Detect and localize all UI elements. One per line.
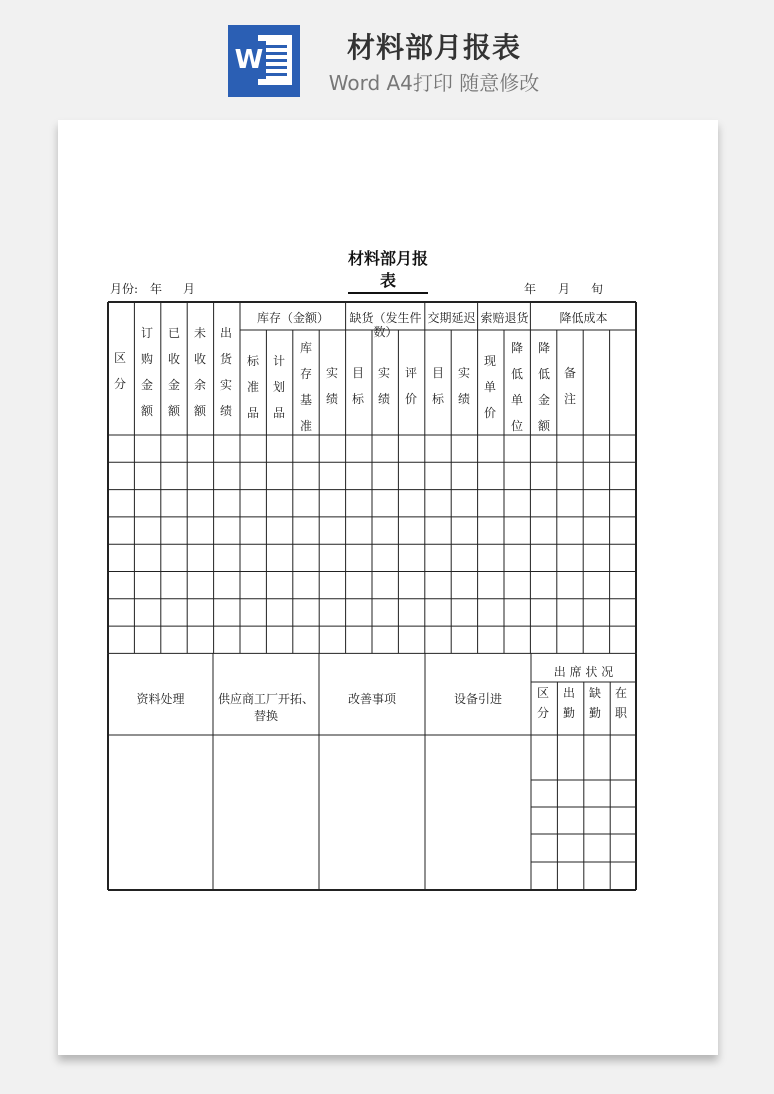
col-header-unreceived: 未收余额: [193, 326, 206, 418]
banner: [0, 0, 774, 110]
col-header-order-amount: 订购金额: [140, 326, 153, 418]
group-header-delay: 交期延迟: [427, 311, 476, 325]
document-page: [58, 120, 718, 1055]
banner-title: 材料部月报表: [346, 31, 521, 64]
sub-header-reduce-unit: 降低单位: [510, 341, 523, 433]
meta-month: 月: [183, 282, 196, 296]
col-header-received: 已收金额: [167, 326, 180, 418]
sub-header-remarks: 备注: [563, 366, 576, 406]
sub-header-planned: 计划品: [272, 354, 285, 420]
sub-header-shortage-eval: 评价: [404, 366, 417, 406]
meta-month-label: 月份:: [110, 282, 139, 296]
header-attendance: 出 席 状 况: [553, 665, 614, 679]
meta-right-month: 月: [558, 282, 571, 296]
table-grid: [58, 120, 718, 1055]
group-header-cost-reduction: 降低成本: [559, 311, 608, 325]
header-data-processing: 资料处理: [136, 692, 185, 706]
sub-header-inventory-actual: 实绩: [325, 366, 338, 406]
banner-subtitle: Word A4打印 随意修改: [328, 71, 540, 95]
header-equipment: 设备引进: [453, 692, 502, 706]
col-header-shipment: 出货实绩: [219, 326, 232, 418]
word-icon-letter: W: [232, 41, 266, 79]
attendance-sub-present: 出勤: [562, 686, 575, 720]
header-improvement: 改善事项: [347, 692, 396, 706]
document-title: 材料部月报表: [348, 248, 428, 294]
sub-header-shortage-actual: 实绩: [377, 366, 390, 406]
sub-header-current-price: 现单价: [483, 354, 496, 420]
sub-header-standard: 标准品: [246, 354, 259, 420]
meta-year: 年: [150, 282, 163, 296]
sub-header-delay-target: 目标: [431, 366, 444, 406]
col-header-qufen: 区分: [113, 351, 126, 391]
sub-header-shortage-target: 目标: [351, 366, 364, 406]
meta-right-period: 旬: [591, 282, 604, 296]
sub-header-delay-actual: 实绩: [457, 366, 470, 406]
attendance-sub-employed: 在职: [614, 686, 627, 720]
header-supplier: 供应商工厂开拓、替换: [217, 692, 314, 723]
word-icon: [228, 25, 300, 97]
attendance-sub-qufen: 区分: [536, 686, 549, 720]
meta-right-year: 年: [524, 282, 537, 296]
group-header-claims: 索赔退货: [480, 311, 529, 325]
group-header-inventory: 库存（金额）: [256, 311, 329, 325]
sub-header-inventory-base: 库存基准: [299, 341, 312, 433]
sub-header-reduce-amount: 降低金额: [537, 341, 550, 433]
attendance-sub-absent: 缺勤: [588, 686, 601, 720]
group-header-shortage: 缺货（发生件数）: [349, 311, 422, 339]
